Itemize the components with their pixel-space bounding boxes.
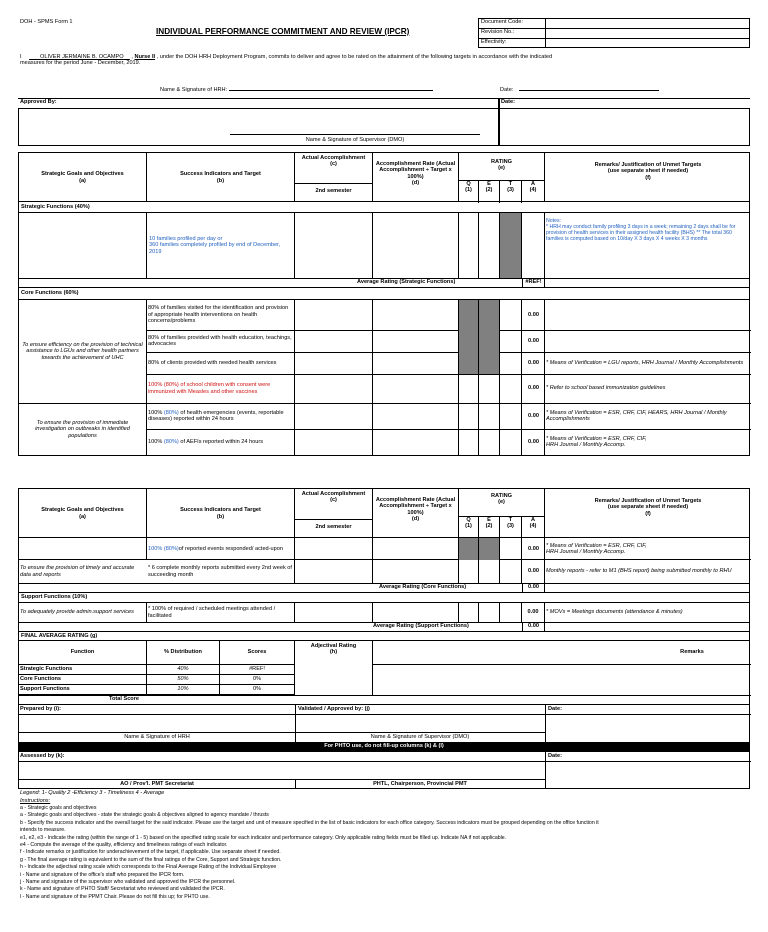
strategic-row (18, 213, 750, 279)
support-average-row: Average Rating (Support Functions) 0.00 (18, 623, 750, 632)
core-indicator-4: 100% (80%) of school children with consent were immunized with Measles and other vaccines (148, 382, 271, 395)
validated-date-label: Date: (548, 706, 562, 712)
final-row-strategic-dist: 40% (147, 665, 220, 675)
strategic-notes: Notes: * HRH may conduct family profiling 3 days in a week; remaining 2 days shall be for provision of health services in their assigned health facility (BHS) ** The total 360 families is computed based on 10/day X 3 days X 4 weeks X 3 months (546, 218, 736, 242)
table1-header: Strategic Goals and Objectives (a) Success Indicators and Target (b) Actual Accomplishment (c) 2nd semester Accomplishment Rate (Actual Accomplishment ÷ Target x 100%) (d) RATING (e) Q (1) E (2) T (3) A (4) Remarks/ Justification of Unmet Targets (use separate sheet if needed) (f) (18, 152, 750, 202)
instruction-item: b - Specify the success indicator and the overall target for the said indicator. Please use the target and unit of measure specified in the list of basic indicators for each office category. Success indicators must be grouped depending on the office function it (20, 819, 599, 826)
core-average-value: 0.00 (522, 584, 545, 592)
commitment-text: I OLIVER JERMAINE B. OCAMPO , Nurse II , under the DOH HRH Deployment Program, commits to deliver and agree to be rated on the attainment of the following targets in accordance with the indicated measures for the period June - December, 2019. (20, 54, 553, 67)
core-avg-5: 0.00 (528, 412, 539, 419)
support-heading: Support Functions (10%) (18, 593, 750, 603)
final-average-heading: FINAL AVERAGE RATING (g) (18, 632, 750, 641)
strategic-average-row: Average Rating (Strategic Functions) #REF! (18, 279, 750, 288)
instructions-list (20, 805, 750, 901)
instruction-item: a - Strategic goals and objectives (20, 805, 97, 811)
instruction-item: e1, e2, e3 - Indicate the rating (within the range of 1 - 5) based on the specified rating scale for each indicator and performance category. Only applicable rating fields must be filled up. Indicate NA if not applicable. (20, 834, 507, 841)
core-avg-3: 0.00 (528, 359, 539, 366)
core-avg-7: 0.00 (528, 545, 539, 552)
total-score-label: Total Score (108, 696, 140, 702)
core-indicator-5: 100% (80%) of health emergencies (events, reportable diseases) reported within 24 hours (148, 409, 284, 422)
ao-secretariat-label: AO / Prov'l. PMT Secretariat (120, 781, 194, 787)
core-avg-2: 0.00 (528, 337, 539, 344)
assessed-block (18, 752, 750, 789)
phto-banner: For PHTO use, do not fill-up columns (k) & (l) (18, 743, 750, 752)
doc-code-label: Document Code: (479, 19, 546, 29)
instruction-item: l - Name and signature of the PPMT Chair. Please do not fill this up; for PHTO use. (20, 893, 210, 900)
hrh-signature-line: Name & Signature of HRH: (160, 87, 433, 93)
core-remark-6: * Means of Verification = ESR, CRF, CIF, HRH Journal / Monthly Accomp. (546, 435, 647, 448)
core-avg-4: 0.00 (528, 385, 539, 392)
core-table (18, 300, 750, 456)
prepared-by-label: Prepared by (i): (20, 706, 62, 712)
employee-name: OLIVER JERMAINE B. OCAMPO (40, 54, 124, 60)
core-remark-3: * Means of Verification = LGU reports, HRH Journal / Monthly Accomplishments (546, 359, 744, 366)
core-remark-8: Monthly reports - refer to M1 (BHS report) being submitted monthly to RHU (546, 568, 732, 575)
supervisor-signature-label: Name & Signature of Supervisor (DMO) (305, 137, 405, 143)
document-info-box (478, 18, 750, 48)
instruction-item: intends to measure. (20, 827, 66, 834)
support-indicator: * 100% of required / scheduled meetings attended / facilitated (147, 603, 295, 622)
final-row-core-dist: 50% (147, 675, 220, 685)
core-remark-4: * Refer to school based immunization guidelines (546, 385, 666, 392)
effectivity-label: Effectivity: (479, 39, 546, 48)
prepared-validated-block (18, 705, 750, 743)
strategic-indicator: 10 families profiled per day or 360 families completely profiled by end of December, 2019 (147, 213, 295, 278)
instruction-item: e4 - Compute the average of the quality, efficiency and timeliness ratings of each indicator. (20, 842, 228, 849)
final-row-support-fn: Support Functions (19, 685, 147, 695)
instruction-item: i - Name and signature of the office's staff who prepared the IPCR form. (20, 871, 185, 878)
final-row-core-score: 0% (220, 675, 295, 685)
core-indicator-2: 80% of families provided with health education, teachings, advocacies (148, 334, 292, 347)
core-avg-8: 0.00 (528, 568, 539, 575)
table2-header: Strategic Goals and Objectives (a) Success Indicators and Target (b) Actual Accomplishment (c) 2nd semester Accomplishment Rate (Actual Accomplishment ÷ Target x 100%) (d) RATING (e) Q (1) E (2) T (3) A (4) Remarks/ Justification of Unmet Targets (use separate sheet if needed) (f) (18, 488, 750, 538)
final-row-core-fn: Core Functions (19, 675, 147, 685)
core-avg-1: 0.00 (528, 311, 539, 318)
validated-by-label: Validated / Approved by: (j) (295, 705, 370, 743)
support-goal: To adequately provide admin.support services (19, 603, 147, 622)
core-continued-table (18, 538, 750, 584)
core-indicator-1: 80% of families visited for the identification and provision of appropriate health interventions on health concerns/problems (148, 305, 289, 325)
instructions-title: Instructions: (20, 798, 51, 804)
instruction-item: a - Strategic goals and objectives - state the strategic goals & objectives aligned to agency mandate / thrusts (20, 812, 269, 819)
final-rating-table: Function % Distribution Scores Adjectival Rating (h) Remarks Strategic Functions 40% #REF! Core Functions 50% 0% Support Functions 10% 0% Total Score (18, 641, 750, 705)
final-row-support-dist: 10% (147, 685, 220, 695)
phtl-label: PHTL, Chairperson, Provincial PMT (373, 781, 467, 787)
legend: Legend: 1- Quality 2 -Efficiency 3 - Timeliness 4 - Average (20, 790, 165, 796)
approved-date-label: Date: (501, 99, 515, 105)
core-remark-5: * Means of Verification = ESR, CRF, CIF, HEARS, HRH Journal / Monthly Accomplishments (546, 409, 727, 422)
support-avg: 0.00 (522, 603, 545, 622)
page-title: INDIVIDUAL PERFORMANCE COMMITMENT AND REVIEW (IPCR) (156, 27, 410, 36)
strategic-heading: Strategic Functions (40%) (18, 202, 750, 213)
core-heading: Core Functions (60%) (18, 288, 750, 300)
instruction-item: f - Indicate remarks or justification for underachievement of the target, if applicable. Use separate sheet if needed. (20, 849, 281, 856)
support-row (18, 603, 750, 623)
final-row-strategic-score: #REF! (220, 665, 295, 675)
core-indicator-6: 100% (80%) of AEFIs reported within 24 hours (148, 438, 264, 445)
instruction-item: g - The final average rating is equivalent to the sum of the final ratings of the Core, Support and Strategic function. (20, 856, 282, 863)
final-row-strategic-fn: Strategic Functions (19, 665, 147, 675)
employee-position: Nurse II (134, 54, 156, 60)
instruction-item: j - Name and signature of the supervisor who validated and approved the IPCR the personnel. (20, 879, 236, 886)
core-indicator-3: 80% of clients provided with needed health services (148, 359, 277, 366)
instruction-item: k - Name and signature of PHTO Staff/ Secretariat who reviewed and validated the IPCR. (20, 886, 225, 893)
hrh-date: Date: (500, 87, 659, 93)
core-goal-3: To ensure the provision of timely and accurate data and reports (20, 565, 135, 578)
instruction-item: h - Indicate the adjectival rating scale which corresponds to the Final Average Rating of the Individual Employee (20, 864, 277, 871)
final-row-support-score: 0% (220, 685, 295, 695)
assessed-date-label: Date: (548, 753, 562, 759)
support-average-value: 0.00 (522, 623, 545, 631)
core-indicator-8: * 6 complete monthly reports submitted every 2nd week of succeeding month (148, 565, 292, 578)
revision-label: Revision No.: (479, 29, 546, 39)
assessed-by-label: Assessed by (k): (20, 753, 65, 759)
support-remark: * MOVs = Meetings documents (attendance & minutes) (546, 609, 683, 616)
core-goal-1: To ensure efficiency on the provision of technical assistance to LGUs and other health partners towards the achievement of UHC (19, 300, 147, 403)
form-code: DOH - SPMS Form 1 (20, 19, 73, 25)
core-goal-2: To ensure the provision of immediate investigation on outbreaks in identified populations (19, 403, 147, 455)
strategic-average-value: #REF! (522, 279, 545, 287)
approved-by-label: Approved By: (20, 99, 57, 105)
core-avg-6: 0.00 (528, 438, 539, 445)
core-average-row: Average Rating (Core Functions) 0.00 (18, 584, 750, 593)
core-indicator-7: 100% (80%)of reported events responded/ acted-upon (148, 545, 283, 552)
dmo-signature-label: Name & Signature of Supervisor (DMO) (370, 734, 470, 740)
hrh-signature-label: Name & Signature of HRH (124, 734, 190, 740)
core-remark-7: * Means of Verification = ESR, CRF, CIF, HRH Journal / Monthly Accomp. (546, 542, 647, 555)
